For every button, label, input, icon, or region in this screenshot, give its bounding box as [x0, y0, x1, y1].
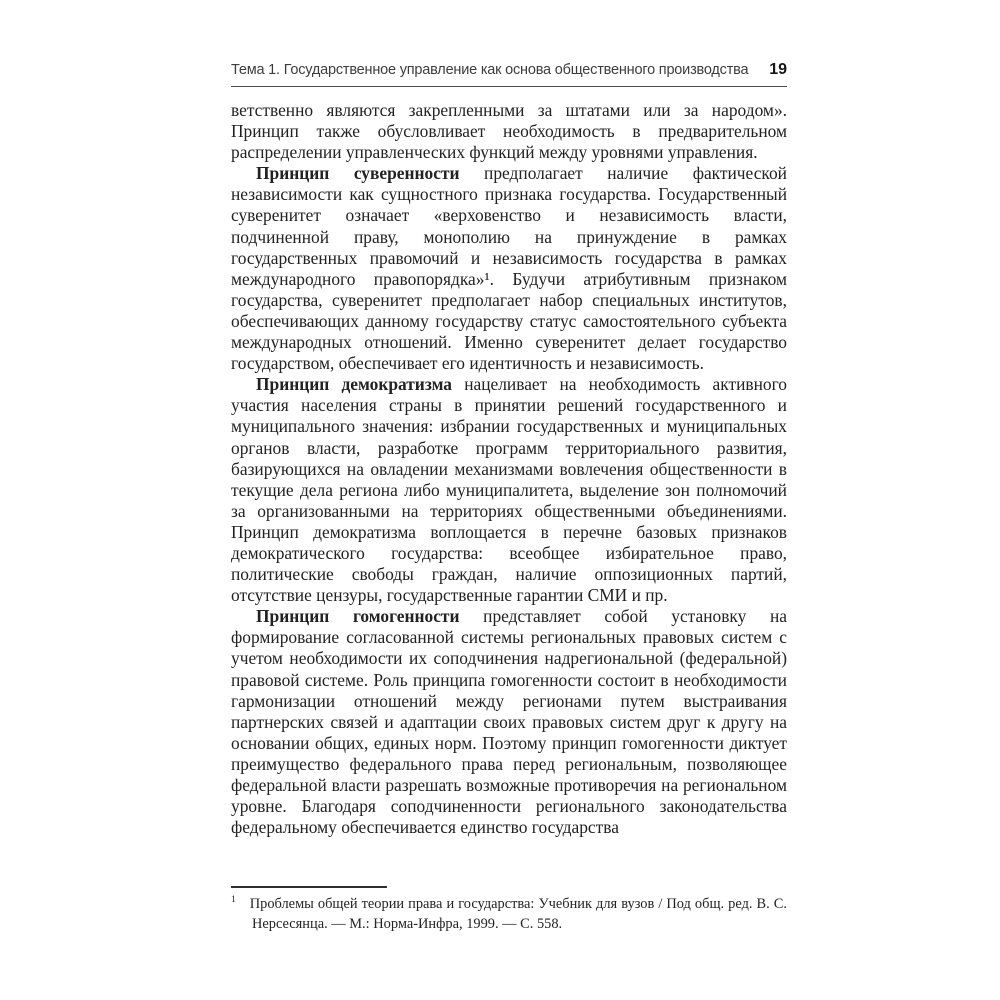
page-number: 19	[769, 61, 787, 78]
footnote-marker: 1	[231, 895, 236, 906]
paragraph-text: представляет собой установку на формирование согласованной системы региональных правовых систем с учетом необходимости их соподчинения надрегиональной (федеральной) правовой системе. Роль принципа гомогенности состоит в необходимости гармонизации отношений между регионами путем выстраивания партнерских связей и адаптации своих правовых систем друг к другу на основании общих, единых норм. Поэтому принцип гомогенности диктует преимущество федерального права перед региональным, позволяющее федеральной власти разрешать возможные противоречия на региональном уровне. Благодаря соподчиненности регионального законодательства федеральному обеспечивается единство государства	[231, 606, 787, 838]
body-text	[231, 100, 787, 838]
footnote-separator	[231, 886, 387, 888]
paragraph	[231, 100, 787, 163]
paragraph-lead: Принцип демократизма	[256, 374, 452, 395]
page-header	[231, 61, 787, 87]
page-content	[231, 61, 787, 838]
paragraph-text: нацеливает на необходимость активного участия населения страны в принятии решений государственного и муниципального значения: избрании государственных и муниципальных органов власти, разработке программ территориального развития, базирующихся на овладении механизмами вовлечения общественности в текущие дела региона либо муниципалитета, выделение зон полномочий за организованными на территориях общественными объединениями. Принцип демократизма воплощается в перечне базовых признаков демократического государства: всеобщее избирательное право, политические свободы граждан, наличие оппозиционных партий, отсутствие цензуры, государственные гарантии СМИ и пр.	[231, 374, 787, 606]
paragraph	[231, 606, 787, 838]
paragraph-text: ветственно являются закрепленными за штатами или за народом». Принцип также обусловливает необходимость в предварительном распределении управленческих функций между уровнями управления.	[231, 100, 787, 163]
running-title: Тема 1. Государственное управление как основа общественного производства	[231, 62, 749, 78]
paragraph	[231, 163, 787, 374]
footnote	[231, 886, 787, 934]
footnote-body	[231, 894, 787, 934]
paragraph-text: предполагает наличие фактической независимости как сущностного признака государства. Государственный суверенитет означает «верховенство и независимость власти, подчиненной праву, монополию на принуждение в рамках государственных правомочий и независимость государства в рамках международного правопорядка»¹. Будучи атрибутивным признаком государства, суверенитет предполагает набор специальных институтов, обеспечивающих данному государству статус самостоятельного субъекта международных отношений. Именно суверенитет делает государство государством, обеспечивает его идентичность и независимость.	[231, 163, 787, 374]
footnote-text: Проблемы общей теории права и государства: Учебник для вузов / Под общ. ред. В. С. Нерсесянца. — М.: Норма-Инфра, 1999. — С. 558.	[249, 896, 787, 932]
paragraph-lead: Принцип суверенности	[256, 163, 460, 184]
paragraph-lead: Принцип гомогенности	[256, 606, 460, 627]
paragraph	[231, 374, 787, 606]
